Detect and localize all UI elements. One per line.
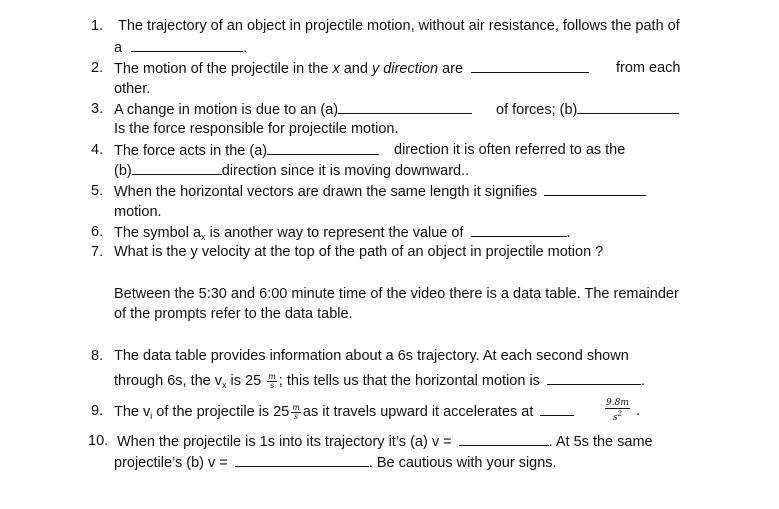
q2-from: from each bbox=[616, 60, 681, 76]
q7-number: 7. bbox=[91, 244, 104, 260]
q4-b: (b) bbox=[114, 163, 132, 179]
q2-number: 2. bbox=[91, 60, 104, 76]
q8-end: . bbox=[640, 373, 645, 389]
q10-pre: When the projectile is 1s into its trajectory it’s (a) v = bbox=[117, 434, 452, 450]
q9-end: . bbox=[636, 403, 641, 419]
q7-text: What is the y velocity at the top of the path of an object in projectile motion ? bbox=[114, 244, 604, 260]
q4-line1 bbox=[114, 141, 379, 160]
q3-mid-line bbox=[496, 100, 679, 119]
q4-blank-b[interactable] bbox=[132, 161, 222, 175]
q3-line1 bbox=[114, 100, 472, 119]
q9-fraction: $\frac{m}{s}$ bbox=[292, 402, 300, 421]
q9-number: 9. bbox=[91, 403, 104, 419]
q2-answer-blank[interactable] bbox=[471, 59, 589, 73]
q10-blank-a[interactable] bbox=[459, 432, 549, 446]
q10-post: . At 5s the same bbox=[548, 434, 653, 450]
q8-answer-blank[interactable] bbox=[547, 371, 641, 385]
q8-pre: through 6s, the v bbox=[114, 373, 223, 389]
q3-blank-b[interactable] bbox=[577, 100, 679, 114]
q10-line2 bbox=[114, 453, 557, 472]
q4-number: 4. bbox=[91, 142, 104, 158]
q3-mid: of forces; (b) bbox=[496, 102, 578, 118]
q5-pre: When the horizontal vectors are drawn the same length it signifies bbox=[114, 184, 538, 200]
q1-answer-blank[interactable] bbox=[131, 38, 243, 52]
intro-line1: Between the 5:30 and 6:00 minute time of the video there is a data table. The remainder bbox=[114, 286, 679, 302]
q6-end: . bbox=[566, 225, 571, 241]
q3-blank-a[interactable] bbox=[338, 100, 472, 114]
q9-mid: of the projectile is 25 bbox=[152, 404, 290, 420]
q9-post: as it travels upward it accelerates at bbox=[302, 404, 534, 420]
q8-sub: x bbox=[222, 380, 227, 390]
q5-answer-blank[interactable] bbox=[544, 182, 646, 196]
q9-pre: The v bbox=[114, 404, 151, 420]
q4-line2 bbox=[114, 161, 469, 180]
q1-end: . bbox=[243, 40, 248, 56]
q9-accel-fraction: $\frac{9.8m}{s^2}$ bbox=[606, 398, 629, 423]
q1-text2: a bbox=[114, 40, 123, 56]
q4-pre: The force acts in the (a) bbox=[114, 143, 268, 159]
q6-answer-blank[interactable] bbox=[471, 223, 567, 237]
q6-sub: x bbox=[201, 232, 206, 242]
q2-text2: other. bbox=[114, 81, 151, 97]
q3-pre: A change in motion is due to an (a) bbox=[114, 102, 339, 118]
q1-number: 1. bbox=[91, 18, 104, 34]
q3-text2: Is the force responsible for projectile motion. bbox=[114, 121, 399, 137]
q10-post2: . Be cautious with your signs. bbox=[368, 455, 557, 471]
q8-post: ; this tells us that the horizontal motion is bbox=[278, 373, 540, 389]
q10-number: 10. bbox=[88, 433, 109, 449]
q10-pre2: projectile’s (b) v = bbox=[114, 455, 228, 471]
q8-fraction: $\frac{m}{s}$ bbox=[268, 371, 276, 390]
q6-post: is another way to represent the value of bbox=[205, 225, 464, 241]
q2-x: x bbox=[332, 61, 340, 77]
q6-pre: The symbol a bbox=[114, 225, 202, 241]
q5-number: 5. bbox=[91, 183, 104, 199]
q9-sub: i bbox=[150, 411, 153, 421]
q9-line1 bbox=[114, 402, 574, 425]
q8-line2 bbox=[114, 371, 645, 394]
q9-answer-blank[interactable] bbox=[540, 402, 574, 416]
intro-line2: of the prompts refer to the data table. bbox=[114, 306, 353, 322]
q10-blank-b[interactable] bbox=[235, 453, 369, 467]
q6-number: 6. bbox=[91, 224, 104, 240]
q1-line2 bbox=[114, 38, 247, 57]
q5-text2: motion. bbox=[114, 204, 162, 220]
q4-text2: direction since it is moving downward.. bbox=[221, 163, 470, 179]
q10-line1 bbox=[117, 432, 653, 451]
q2-pre: The motion of the projectile in the bbox=[114, 61, 333, 77]
q4-blank-a[interactable] bbox=[267, 141, 379, 155]
q3-number: 3. bbox=[91, 101, 104, 117]
q5-line1 bbox=[114, 182, 646, 201]
q8-is: is 25 bbox=[226, 373, 266, 389]
q2-line1 bbox=[114, 59, 589, 78]
q4-mid: direction it is often referred to as the bbox=[394, 142, 626, 158]
q2-and: and bbox=[339, 61, 372, 77]
q2-y: y direction bbox=[371, 61, 439, 77]
q2-are: are bbox=[438, 61, 464, 77]
q8-text1: The data table provides information about a 6s trajectory. At each second shown bbox=[114, 348, 629, 364]
q1-text: The trajectory of an object in projectile motion, without air resistance, follows the path of bbox=[118, 18, 680, 34]
q8-number: 8. bbox=[91, 348, 104, 364]
